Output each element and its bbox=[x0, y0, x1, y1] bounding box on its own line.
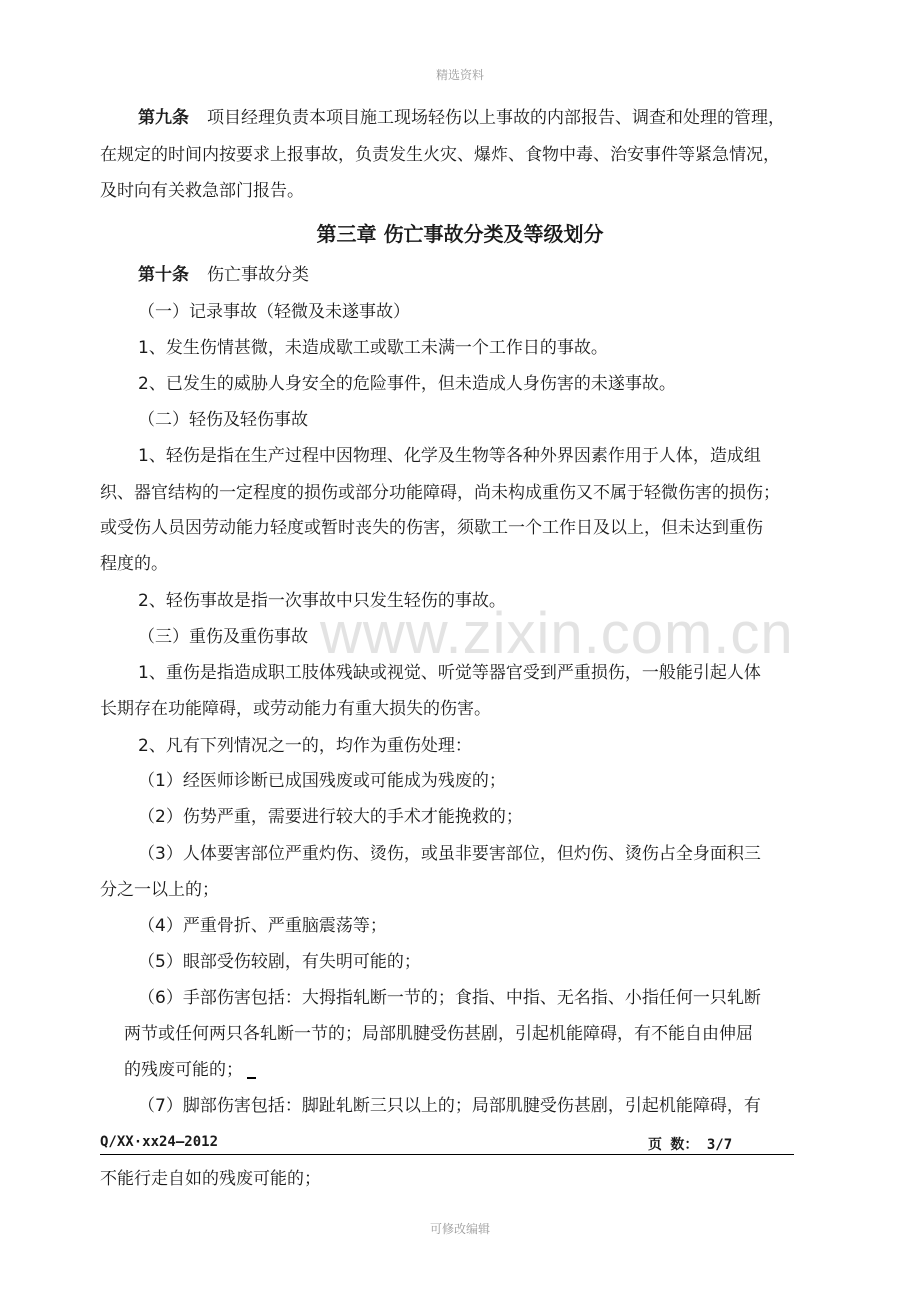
s2-heading: （二）轻伤及轻伤事故 bbox=[138, 410, 308, 430]
s3-case6-line1: （6）手部伤害包括：大拇指轧断一节的；食指、中指、无名指、小指任何一只轧断 bbox=[138, 988, 761, 1008]
s3-case3-line1: （3）人体要害部位严重灼伤、烫伤，或虽非要害部位，但灼伤、烫伤占全身面积三 bbox=[138, 844, 761, 864]
s3-case7-line1: （7）脚部伤害包括：脚趾轧断三只以上的；局部肌腱受伤甚剧，引起机能障碍，有 bbox=[138, 1096, 761, 1116]
s3-case4: （4）严重骨折、严重脑震荡等； bbox=[138, 916, 387, 936]
page-label: 页 数： bbox=[648, 1137, 699, 1153]
s3-case1: （1）经医师诊断已成国残废或可能成为残废的； bbox=[138, 771, 506, 791]
s3-case5: （5）眼部受伤较剧，有失明可能的； bbox=[138, 952, 421, 972]
chapter-title: 第三章 伤亡事故分类及等级划分 bbox=[316, 222, 604, 246]
art9-label: 第九条 bbox=[138, 108, 189, 128]
watermark: www.zixin.com.cn bbox=[320, 601, 794, 666]
page-header: 精选资料 bbox=[435, 68, 484, 82]
s2-item1-line4: 程度的。 bbox=[100, 554, 168, 574]
art9-text1: 项目经理负责本项目施工现场轻伤以上事故的内部报告、调查和处理的管理， bbox=[207, 108, 785, 128]
s3-case6-line3 bbox=[124, 1058, 256, 1082]
art10-line bbox=[138, 263, 309, 287]
art9-line2: 在规定的时间内按要求上报事故，负责发生火灾、爆炸、食物中毒、治安事件等紧急情况， bbox=[100, 145, 780, 165]
s3-case3-line2: 分之一以上的； bbox=[100, 880, 219, 900]
page-footer: 可修改编辑 bbox=[429, 1222, 490, 1236]
s3-item1-line1: 1、重伤是指造成职工肢体残缺或视觉、听觉等器官受到严重损伤，一般能引起人体 bbox=[138, 663, 761, 683]
art10-text: 伤亡事故分类 bbox=[207, 265, 309, 285]
s3-item2: 2、凡有下列情况之一的，均作为重伤处理： bbox=[138, 736, 472, 756]
art10-label: 第十条 bbox=[138, 265, 189, 285]
art9-line1 bbox=[138, 106, 785, 130]
s3-case6-line2: 两节或任何两只各轧断一节的；局部肌腱受伤甚剧，引起机能障碍，有不能自由伸屈 bbox=[124, 1024, 753, 1044]
s2-item1-line3: 或受伤人员因劳动能力轻度或暂时丧失的伤害，须歇工一个工作日及以上，但未达到重伤 bbox=[100, 518, 763, 538]
doc-code: Q/XX·xx24—2012 bbox=[100, 1134, 219, 1150]
s2-item1-line2: 织、器官结构的一定程度的损伤或部分功能障碍，尚未构成重伤又不属于轻微伤害的损伤； bbox=[100, 483, 780, 503]
s2-item2: 2、轻伤事故是指一次事故中只发生轻伤的事故。 bbox=[138, 591, 506, 611]
text-cursor bbox=[247, 1077, 256, 1079]
s2-item1-line1: 1、轻伤是指在生产过程中因物理、化学及生物等各种外界因素作用于人体，造成组 bbox=[138, 446, 761, 466]
s3-case6-line3-text: 的残废可能的； bbox=[124, 1060, 243, 1080]
page-value: 3/7 bbox=[706, 1137, 733, 1153]
s3-case2: （2）伤势严重，需要进行较大的手术才能挽救的； bbox=[138, 807, 523, 827]
s1-item1: 1、发生伤情甚微，未造成歇工或歇工未满一个工作日的事故。 bbox=[138, 338, 608, 358]
s3-heading: （三）重伤及重伤事故 bbox=[138, 627, 308, 647]
s3-case7-line2: 不能行走自如的残废可能的； bbox=[100, 1169, 321, 1189]
art9-line3: 及时向有关救急部门报告。 bbox=[100, 181, 304, 201]
page-footer-bar bbox=[100, 1134, 794, 1155]
s1-heading: （一）记录事故（轻微及未遂事故） bbox=[138, 302, 410, 322]
s3-item1-line2: 长期存在功能障碍，或劳动能力有重大损失的伤害。 bbox=[100, 699, 491, 719]
s1-item2: 2、已发生的威胁人身安全的危险事件，但未造成人身伤害的未遂事故。 bbox=[138, 374, 676, 394]
page-number bbox=[648, 1134, 732, 1154]
